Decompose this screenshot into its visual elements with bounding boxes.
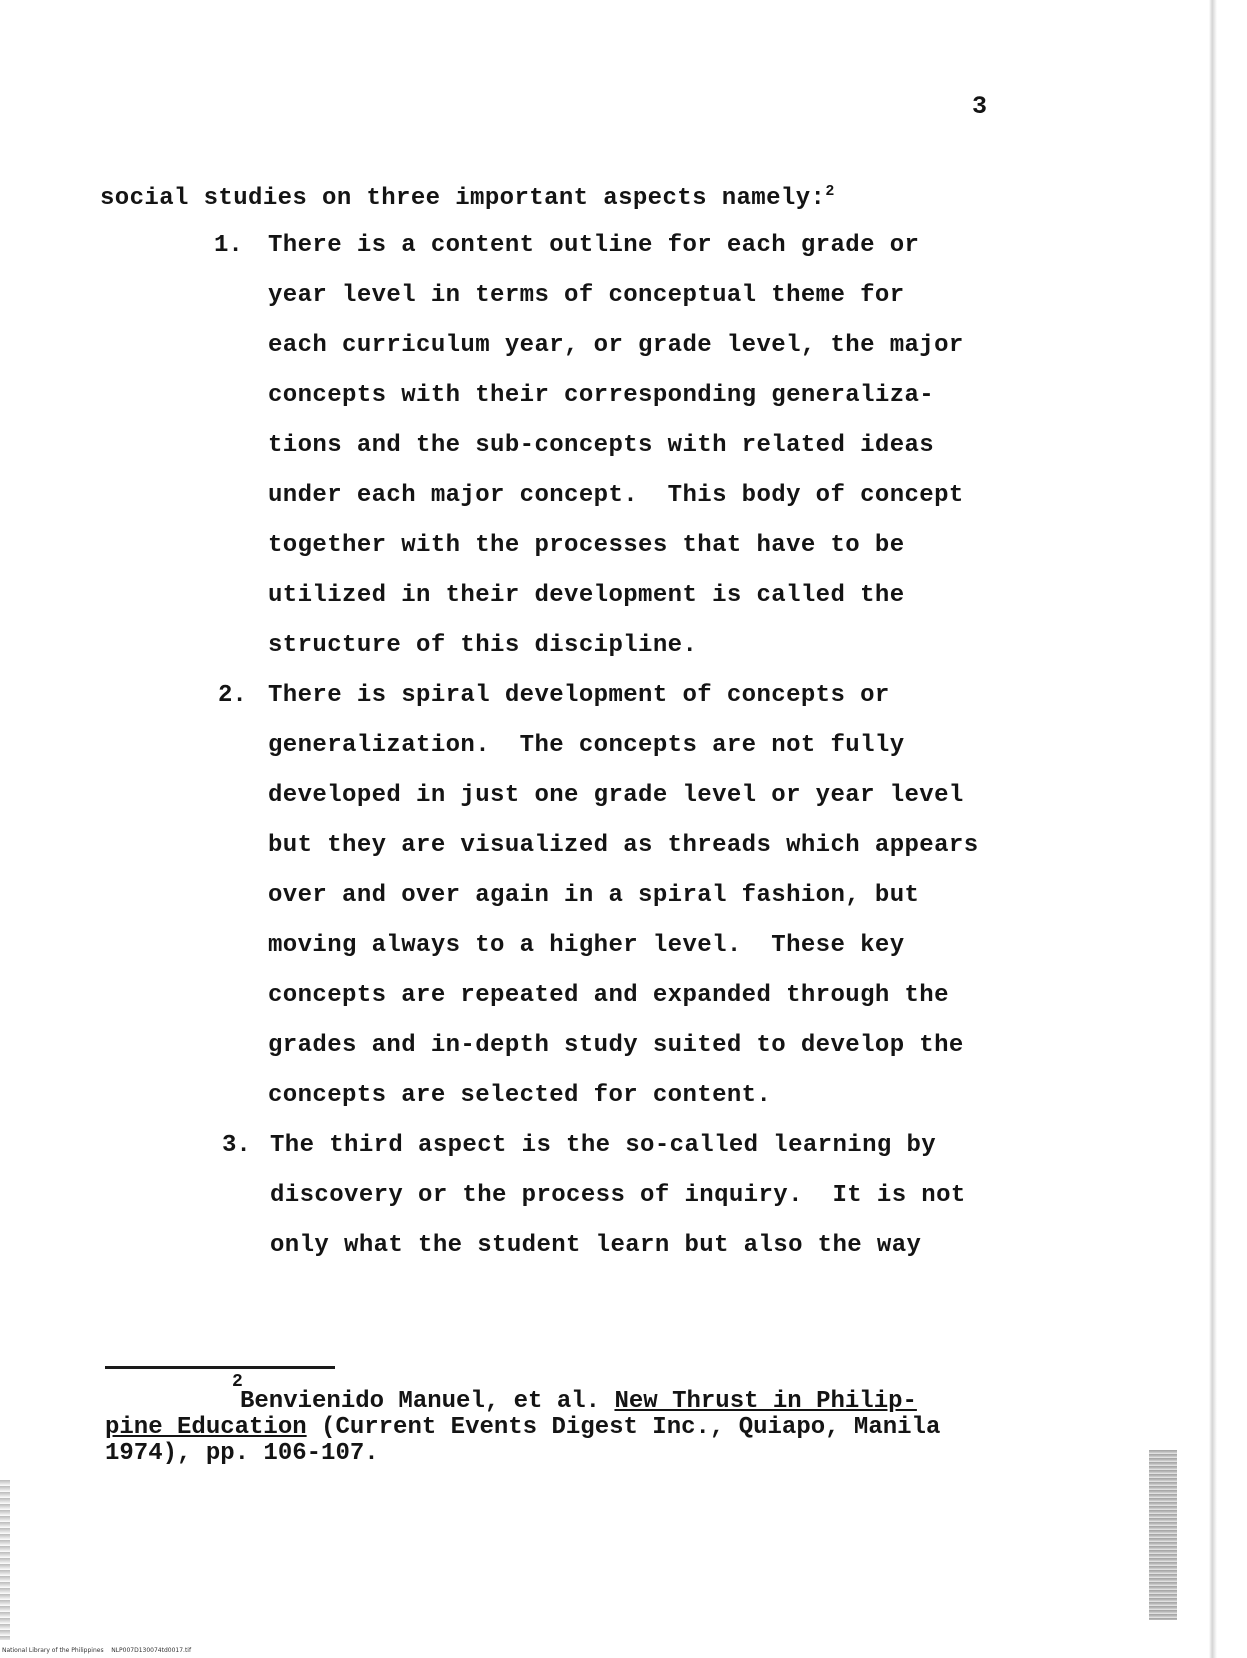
item-2-line-8: grades and in-depth study suited to develop the [268, 1032, 964, 1059]
item-1-line-6: under each major concept. This body of concept [268, 482, 964, 509]
item-2-number: 2. [218, 682, 247, 709]
item-2-line-3: developed in just one grade level or year level [268, 782, 964, 809]
scan-edge-right [1209, 0, 1217, 1658]
item-1-line-3: each curriculum year, or grade level, the major [268, 332, 964, 359]
item-3-line-1: The third aspect is the so-called learning by [270, 1132, 937, 1159]
item-2-line-5: over and over again in a spiral fashion, but [268, 882, 920, 909]
source-caption: National Library of the Philippines NLP007D130074td0017.tif [2, 1647, 192, 1654]
footnote-title-part1: New Thrust in Philip- [614, 1388, 917, 1415]
footnote-publisher-part1: (Current Events Digest Inc., Quiapo, Manila [306, 1414, 941, 1441]
item-2-line-6: moving always to a higher level. These key [268, 932, 905, 959]
footnote-author: Benvienido Manuel, et al. [240, 1388, 615, 1415]
footnote-title-part2: pine Education [105, 1414, 307, 1441]
footnote-mark: 2 [232, 1372, 243, 1392]
item-3-line-3: only what the student learn but also the way [270, 1232, 922, 1259]
footnote-rule [105, 1366, 335, 1369]
item-2-line-7: concepts are repeated and expanded through the [268, 982, 949, 1009]
page-number: 3 [972, 92, 988, 121]
item-1-line-2: year level in terms of conceptual theme for [268, 282, 905, 309]
item-1-line-7: together with the processes that have to be [268, 532, 905, 559]
scan-edge-left [0, 1480, 10, 1640]
item-1-line-8: utilized in their development is called the [268, 582, 905, 609]
footnote-line-3: 1974), pp. 106-107. [105, 1440, 379, 1467]
intro-line [100, 183, 835, 212]
item-1-number: 1. [214, 232, 243, 259]
scan-edge-bottom-right [1149, 1450, 1177, 1620]
item-1-line-5: tions and the sub-concepts with related ideas [268, 432, 935, 459]
footnote-reference: 2 [825, 183, 835, 200]
item-1-line-9: structure of this discipline. [268, 632, 698, 659]
footnote-line-1 [240, 1388, 917, 1415]
item-1-line-1: There is a content outline for each grade or [268, 232, 920, 259]
item-2-line-4: but they are visualized as threads which appears [268, 832, 979, 859]
item-2-line-2: generalization. The concepts are not fully [268, 732, 905, 759]
item-3-line-2: discovery or the process of inquiry. It is not [270, 1182, 966, 1209]
item-1-line-4: concepts with their corresponding generaliza- [268, 382, 935, 409]
intro-text: social studies on three important aspects namely: [100, 185, 826, 212]
item-2-line-9: concepts are selected for content. [268, 1082, 772, 1109]
item-2-line-1: There is spiral development of concepts or [268, 682, 890, 709]
item-3-number: 3. [222, 1132, 251, 1159]
footnote-line-2 [105, 1414, 940, 1441]
